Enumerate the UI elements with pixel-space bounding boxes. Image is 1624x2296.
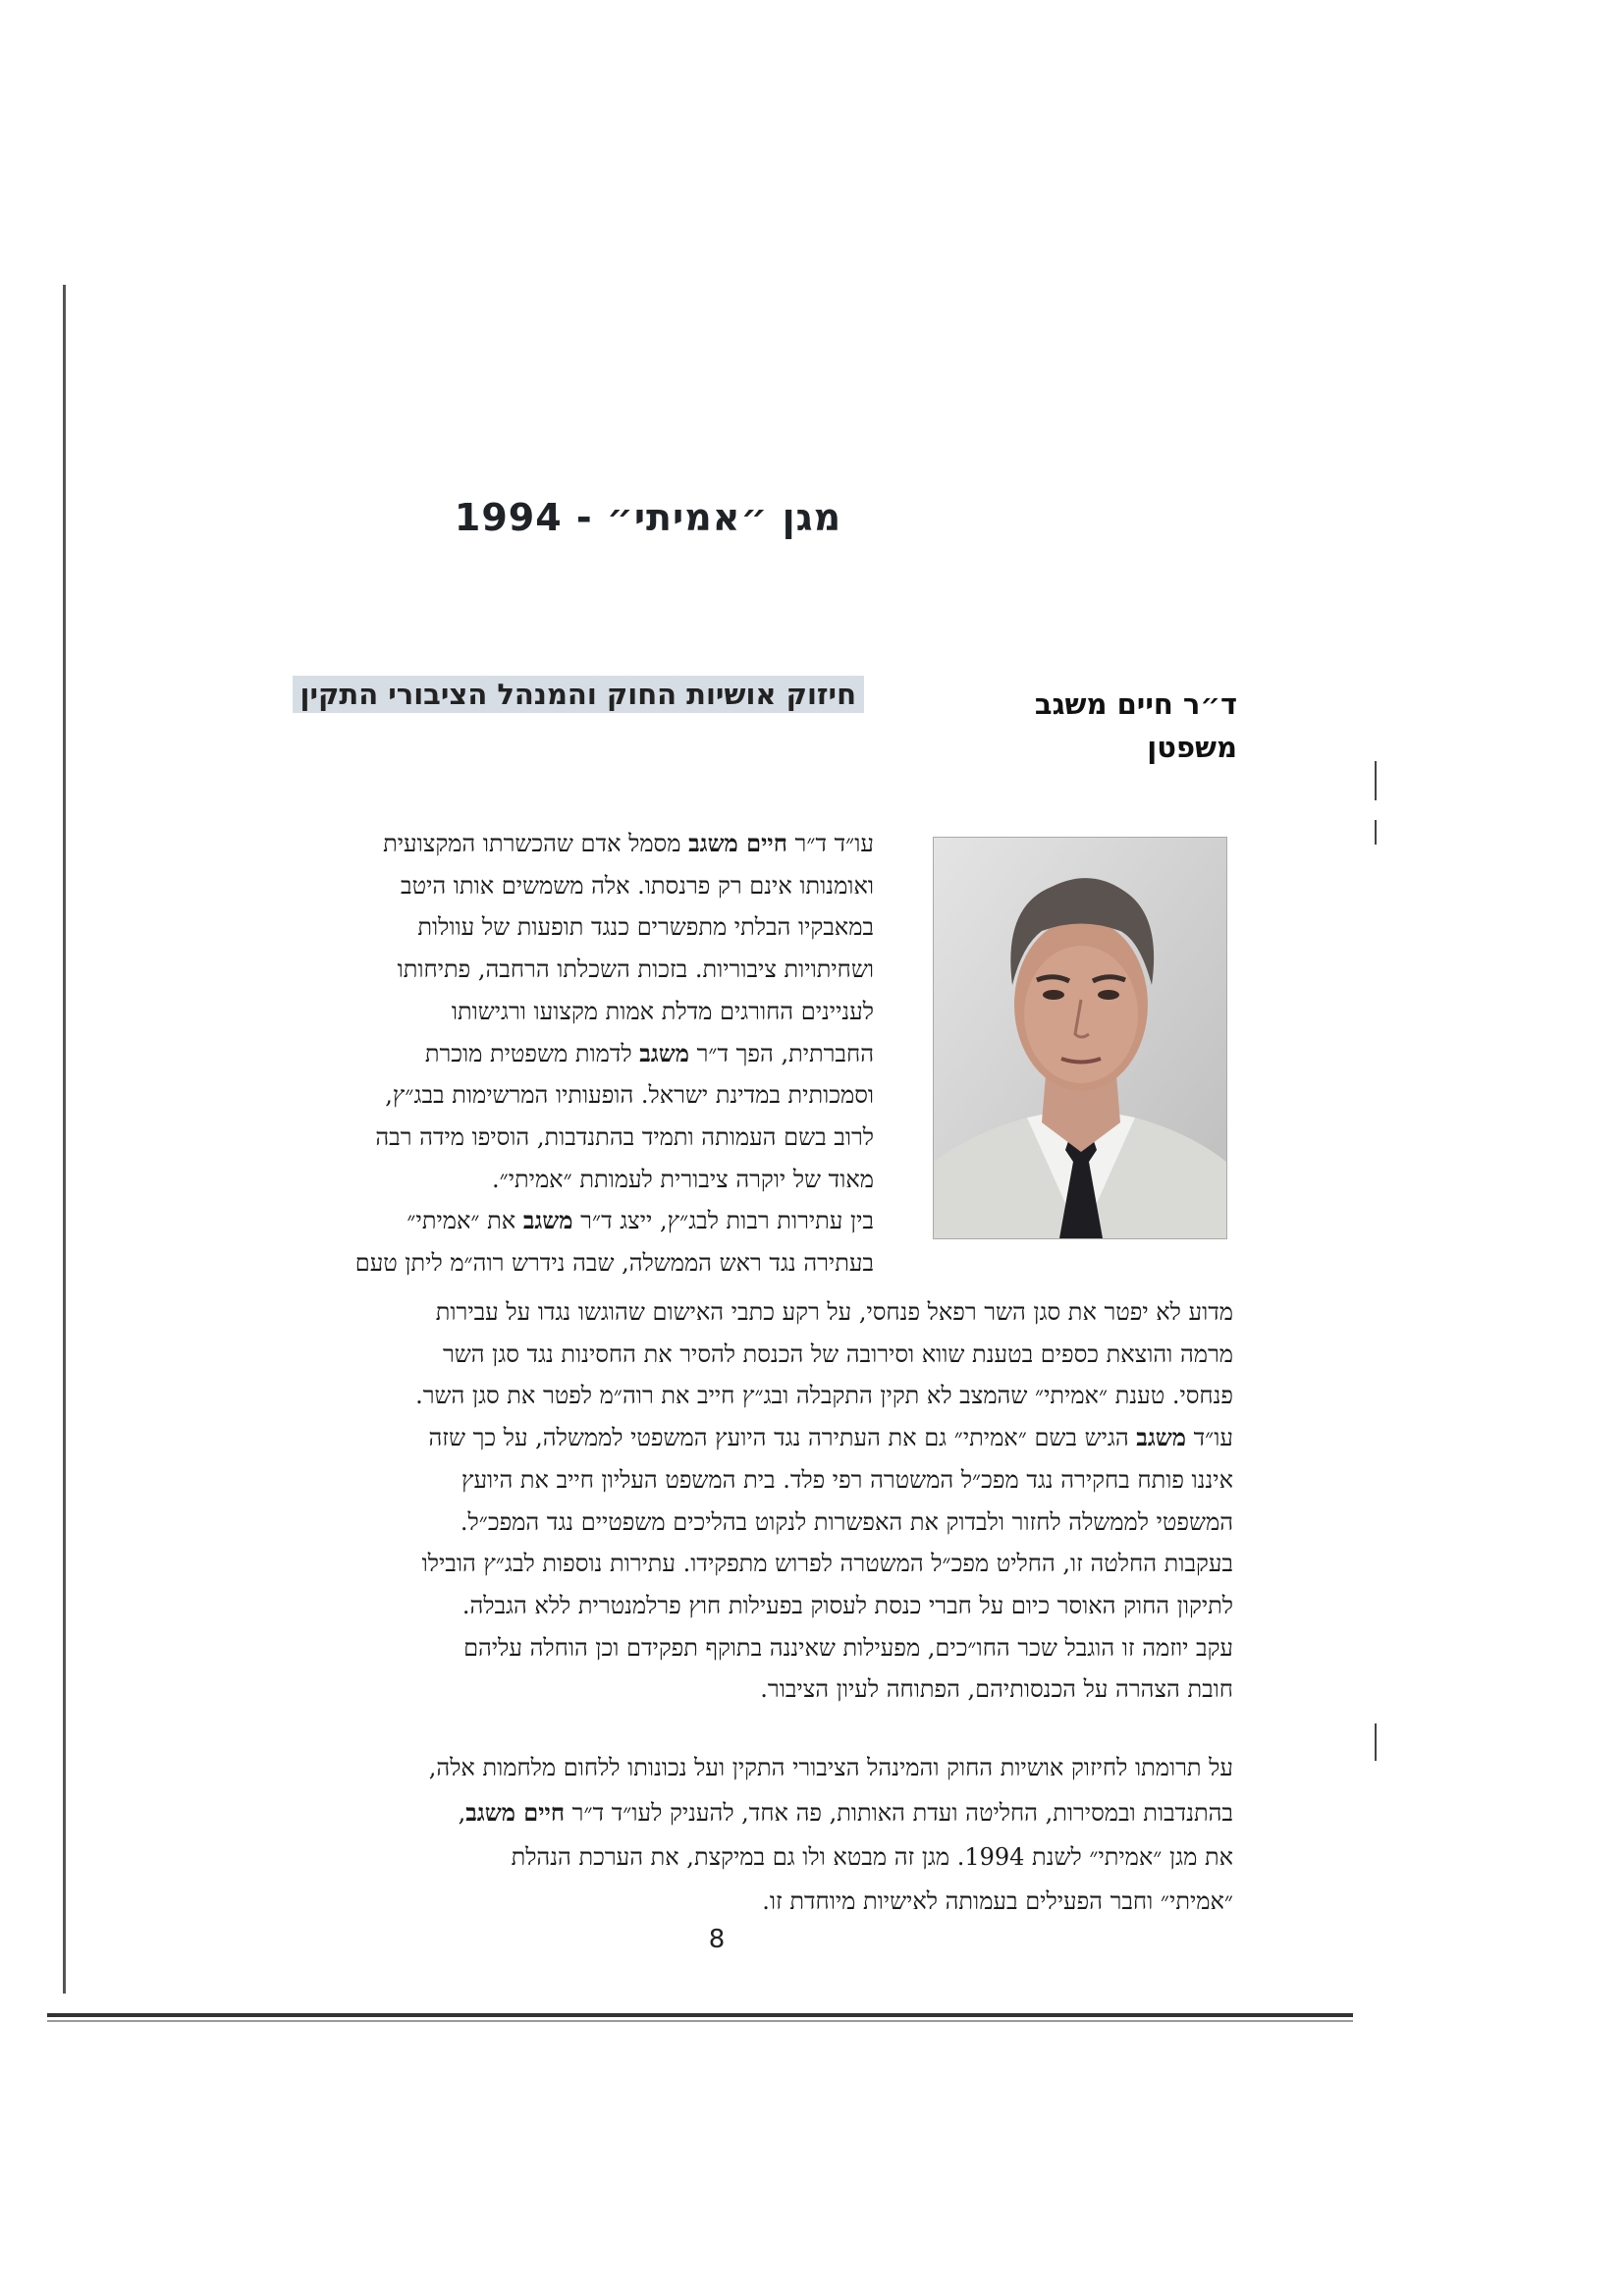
text-line: מדוע לא יפטר את סגן השר רפאל פנחסי, על רקע כתבי האישום שהוגשו נגדו על עבירות [435, 1298, 1233, 1326]
text-line: לתיקון החוק האוסר כיום על חברי כנסת לעסוק בפעילות חוץ פרלמנטרית ללא הגבלה. [461, 1591, 1233, 1619]
text-line: וסמכותית במדינת ישראל. הופעותיו המרשימות בבג״ץ, [385, 1081, 874, 1110]
page-title: מגן ״אמיתי״ - 1994 [454, 496, 842, 539]
text-line: המשפטי לממשלה לחזור ולבדוק את האפשרות לנקוט בהליכים משפטיים נגד המפכ״ל. [460, 1507, 1233, 1536]
author-role: משפטן [1147, 731, 1237, 764]
text-line: פנחסי. טענת ״אמיתי״ שהמצב לא תקין התקבלה ובג״ץ חייב את רוה״מ לפטר את סגן השר. [415, 1382, 1233, 1410]
text-line: בעקבות החלטה זו, החליט מפכ״ל המשטרה לפרוש מתפקידו. עתירות נוספות לבג״ץ הובילו [421, 1550, 1233, 1578]
text-line: ואומנותו אינם רק פרנסתו. אלה משמשים אותו היטב [401, 871, 874, 900]
bio-paragraph-narrow [226, 823, 874, 1285]
text-line: לרוב בשם העמותה ותמיד בהתנדבות, הוסיפו מידה רבה [375, 1122, 874, 1151]
text-line: בין עתירות רבות לבג״ץ, ייצג ד״ר משגב את ״אמיתי״ [406, 1206, 874, 1235]
text-line: ושחיתויות ציבוריות. בזכות השכלתו הרחבה, פתיחותו [397, 956, 874, 984]
text-line: מאוד של יוקרה ציבורית לעמותת ״אמיתי״. [491, 1165, 874, 1193]
page-bottom-edge-shadow [47, 2020, 1353, 2022]
text-line: עו״ד ד״ר חיים משגב מסמל אדם שהכשרתו המקצועית [383, 829, 874, 857]
page-number: 8 [708, 1925, 726, 1954]
text-line: ״אמיתי״ וחבר הפעילים בעמותה לאישיות מיוחדת זו. [762, 1887, 1233, 1915]
portrait-illustration [934, 838, 1226, 1238]
author-photo [933, 837, 1227, 1239]
bio-paragraph-wide [226, 1291, 1233, 1711]
text-line: עו״ד משגב הגיש בשם ״אמיתי״ גם את העתירה נגד היועץ המשפטי לממשלה, על כך שזה [428, 1423, 1233, 1452]
text-line: לעניינים החורגים מדלת אמות מקצועו ורגישותו [451, 997, 874, 1025]
page-bottom-edge [47, 2013, 1353, 2017]
margin-mark [1375, 761, 1377, 800]
text-line: בהתנדבות ובמסירות, החליטה ועדת האותות, פה אחד, להעניק לעו״ד ד״ר חיים משגב, [458, 1798, 1233, 1827]
author-block [982, 683, 1237, 769]
text-line: איננו פותח בחקירה נגד מפכ״ל המשטרה רפי פלד. בית המשפט העליון חייב את היועץ [460, 1465, 1233, 1494]
text-line: עקב יוזמה זו הוגבל שכר החו״כים, מפעילות שאיננה בתוקף תפקידם וכן הוחלה עליהם [463, 1633, 1233, 1662]
margin-mark [1375, 1723, 1377, 1761]
text-line: במאבקיו הבלתי מתפשרים כנגד תופעות של עוולות [417, 913, 874, 942]
author-name: ד״ר חיים משגב [1034, 687, 1237, 721]
text-line: על תרומתו לחיזוק אושיות החוק והמינהל הציבורי התקין ועל נכונותו ללחום מלחמות אלה, [428, 1754, 1233, 1781]
text-line: מרמה והוצאת כספים בטענת שווא וסירובה של הכנסת להסיר את החסינות נגד סגן השר [442, 1339, 1233, 1368]
article-headline [255, 678, 864, 711]
text-line: החברתית, הפך ד״ר משגב לדמות משפטית מוכרת [424, 1038, 874, 1067]
page-left-edge [63, 285, 66, 1994]
margin-mark [1375, 820, 1377, 845]
award-paragraph [226, 1746, 1233, 1924]
text-line: בעתירה נגד ראש הממשלה, שבה נידרש רוה״מ ליתן טעם [354, 1249, 874, 1278]
text-line: את מגן ״אמיתי״ לשנת 1994. מגן זה מבטא ולו גם במיקצת, את הערכת הנהלת [511, 1843, 1233, 1871]
text-line: חובת הצהרה על הכנסותיהם, הפתוחה לעיון הציבור. [760, 1675, 1233, 1704]
headline-text: חיזוק אושיות החוק והמנהל הציבורי התקין [293, 676, 864, 713]
